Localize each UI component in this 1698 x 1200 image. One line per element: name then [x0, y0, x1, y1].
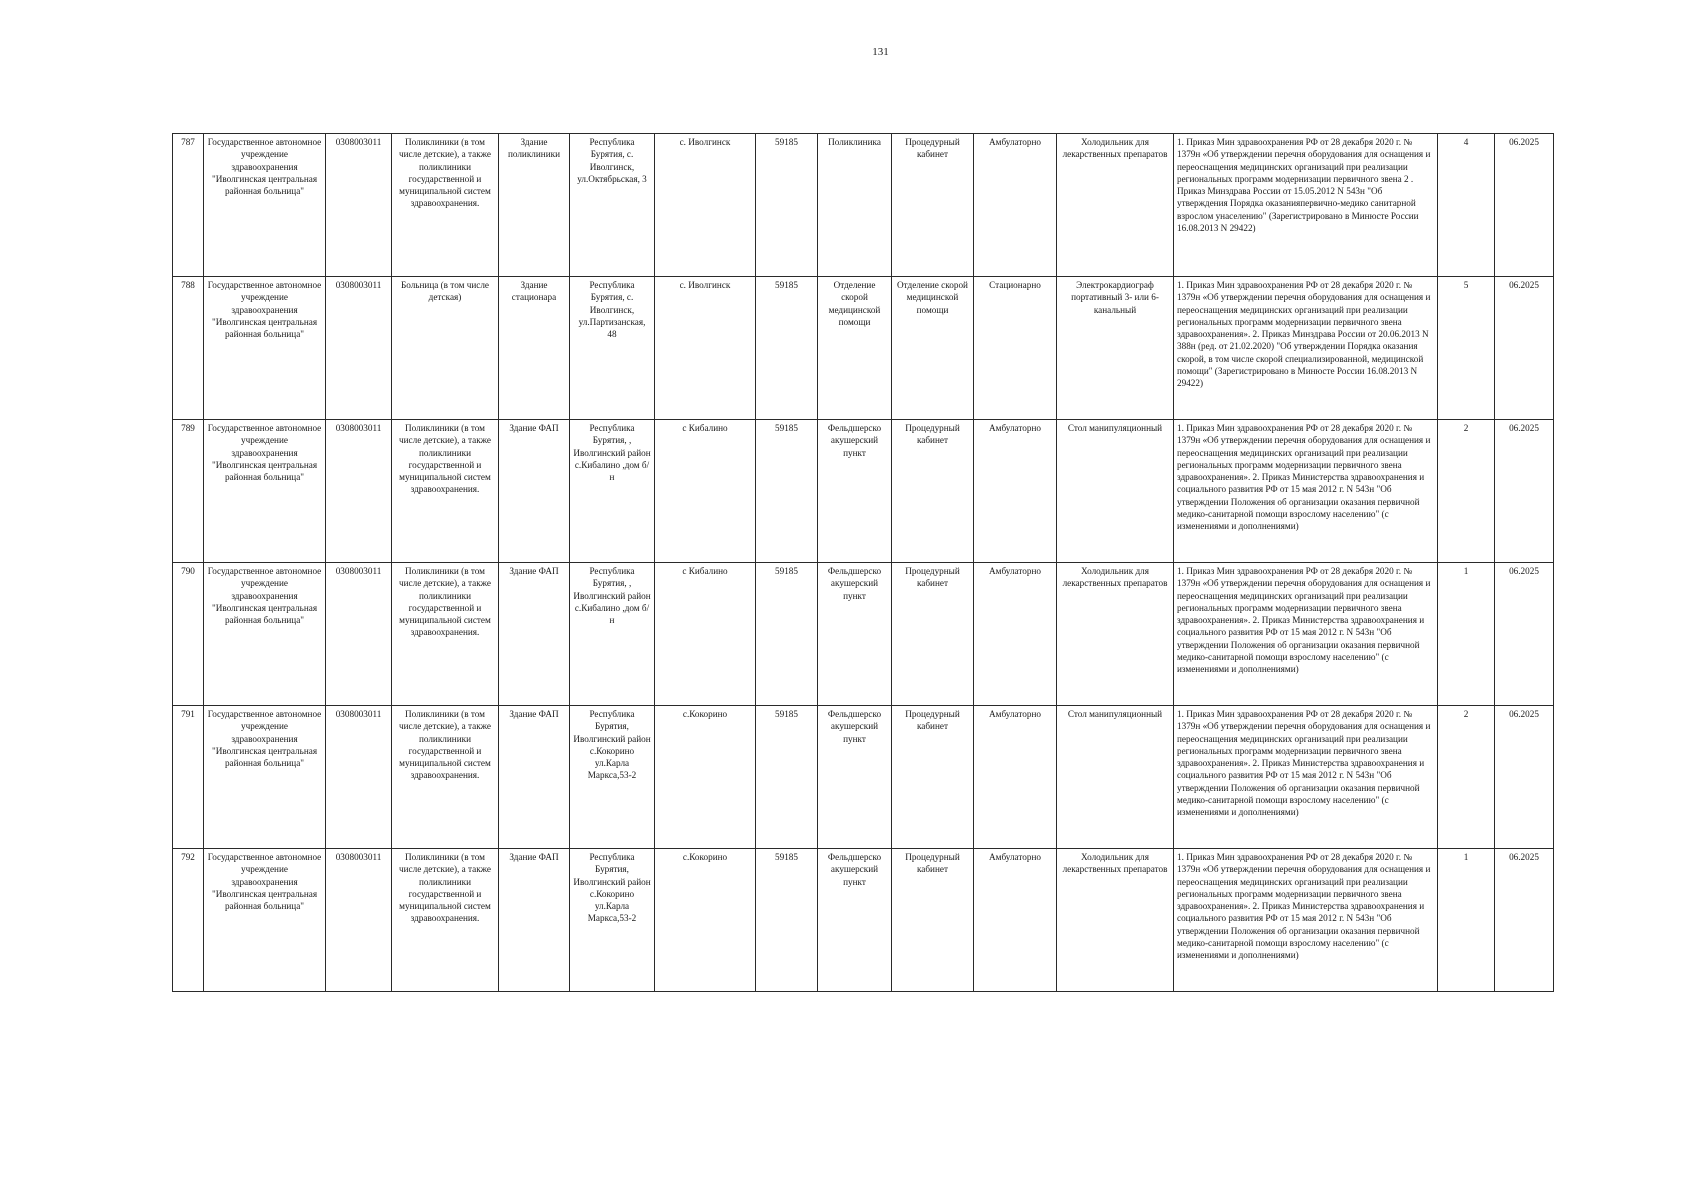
address-cell: Республика Бурятия, Иволгинский район с.Кокорино ул.Карла Маркса,53-2: [570, 706, 655, 849]
quantity-cell: 5: [1438, 277, 1495, 420]
care-condition-cell: Амбулаторно: [974, 134, 1057, 277]
org-code-cell: 0308003011: [326, 134, 392, 277]
room-cell: Процедурный кабинет: [892, 706, 974, 849]
room-cell: Отделение скорой медицинской помощи: [892, 277, 974, 420]
index-code-cell: 59185: [756, 849, 818, 992]
facility-type-cell: Поликлиники (в том числе детские), а также поликлиники государственной и муниципальной систем здравоохранения.: [392, 563, 499, 706]
legal-basis-cell: 1. Приказ Мин здравоохранения РФ от 28 декабря 2020 г. № 1379н «Об утверждении перечня оборудования для оснащения и переоснащения медицинских организаций при реализации региональных программ модернизации первичного звена здравоохранения». 2. Приказ Министерства здравоохранения и социального развития РФ от 15 мая 2012 г. N 543н "Об утверждении Положения об организации оказания первичной медико-санитарной помощи взрослому населению" (с изменениями и дополнениями): [1174, 706, 1438, 849]
department-cell: Фельдшерско акушерский пункт: [818, 420, 892, 563]
table-body: [173, 134, 1554, 992]
legal-basis-cell: 1. Приказ Мин здравоохранения РФ от 28 декабря 2020 г. № 1379н «Об утверждении перечня оборудования для оснащения и переоснащения медицинских организаций при реализации региональных программ модернизации первичного звена здравоохранения». 2. Приказ Министерства здравоохранения и социального развития РФ от 15 мая 2012 г. N 543н "Об утверждении Положения об организации оказания первичной медико-санитарной помощи взрослому населению" (с изменениями и дополнениями): [1174, 563, 1438, 706]
index-code-cell: 59185: [756, 563, 818, 706]
row-number-cell: 789: [173, 420, 204, 563]
legal-basis-cell: 1. Приказ Мин здравоохранения РФ от 28 декабря 2020 г. № 1379н «Об утверждении перечня оборудования для оснащения и переоснащения медицинских организаций при реализации региональных программ модернизации первичного звена здравоохранения». 2. Приказ Министерства здравоохранения и социального развития РФ от 15 мая 2012 г. N 543н "Об утверждении Положения об организации оказания первичной медико-санитарной помощи взрослому населению" (с изменениями и дополнениями): [1174, 849, 1438, 992]
building-cell: Здание стационара: [499, 277, 570, 420]
facility-type-cell: Поликлиники (в том числе детские), а также поликлиники государственной и муниципальной систем здравоохранения.: [392, 134, 499, 277]
room-cell: Процедурный кабинет: [892, 849, 974, 992]
care-condition-cell: Стационарно: [974, 277, 1057, 420]
row-number-cell: 791: [173, 706, 204, 849]
department-cell: Фельдшерско акушерский пункт: [818, 849, 892, 992]
row-number-cell: 790: [173, 563, 204, 706]
row-number-cell: 787: [173, 134, 204, 277]
organization-cell: Государственное автономное учреждение здравоохранения "Иволгинская центральная районная больница": [204, 706, 326, 849]
locality-cell: с. Иволгинск: [655, 134, 756, 277]
index-code-cell: 59185: [756, 706, 818, 849]
address-cell: Республика Бурятия, , Иволгинский район с.Кибалино ,дом б/н: [570, 420, 655, 563]
index-code-cell: 59185: [756, 420, 818, 563]
room-cell: Процедурный кабинет: [892, 563, 974, 706]
equipment-cell: Электрокардиограф портативный 3- или 6-канальный: [1057, 277, 1174, 420]
organization-cell: Государственное автономное учреждение здравоохранения "Иволгинская центральная районная больница": [204, 420, 326, 563]
room-cell: Процедурный кабинет: [892, 134, 974, 277]
address-cell: Республика Бурятия, с. Иволгинск, ул.Партизанская, 48: [570, 277, 655, 420]
facility-type-cell: Поликлиники (в том числе детские), а также поликлиники государственной и муниципальной систем здравоохранения.: [392, 420, 499, 563]
equipment-cell: Холодильник для лекарственных препаратов: [1057, 563, 1174, 706]
care-condition-cell: Амбулаторно: [974, 563, 1057, 706]
org-code-cell: 0308003011: [326, 277, 392, 420]
org-code-cell: 0308003011: [326, 849, 392, 992]
building-cell: Здание ФАП: [499, 563, 570, 706]
department-cell: Фельдшерско акушерский пункт: [818, 563, 892, 706]
row-number-cell: 788: [173, 277, 204, 420]
locality-cell: с.Кокорино: [655, 849, 756, 992]
date-cell: 06.2025: [1495, 706, 1554, 849]
organization-cell: Государственное автономное учреждение здравоохранения "Иволгинская центральная районная больница": [204, 849, 326, 992]
facility-type-cell: Больница (в том числе детская): [392, 277, 499, 420]
locality-cell: с Кибалино: [655, 420, 756, 563]
department-cell: Поликлиника: [818, 134, 892, 277]
facility-type-cell: Поликлиники (в том числе детские), а также поликлиники государственной и муниципальной систем здравоохранения.: [392, 706, 499, 849]
date-cell: 06.2025: [1495, 134, 1554, 277]
legal-basis-cell: 1. Приказ Мин здравоохранения РФ от 28 декабря 2020 г. № 1379н «Об утверждении перечня оборудования для оснащения и переоснащения медицинских организаций при реализации региональных программ модернизации первичного звена 2 . Приказ Минздрава России от 15.05.2012 N 543н "Об утверждения Порядка оказанияпервично-медико санитарной взрослом унаселению" (Зарегистрировано в Минюсте России 16.08.2013 N 29422): [1174, 134, 1438, 277]
locality-cell: с. Иволгинск: [655, 277, 756, 420]
page-number: 131: [872, 46, 889, 58]
quantity-cell: 1: [1438, 849, 1495, 992]
equipment-cell: Стол манипуляционный: [1057, 706, 1174, 849]
table-row: [173, 420, 1554, 563]
date-cell: 06.2025: [1495, 563, 1554, 706]
table-row: [173, 849, 1554, 992]
legal-basis-cell: 1. Приказ Мин здравоохранения РФ от 28 декабря 2020 г. № 1379н «Об утверждении перечня оборудования для оснащения и переоснащения медицинских организаций при реализации региональных программ модернизации первичного звена здравоохранения». 2. Приказ Министерства здравоохранения и социального развития РФ от 15 мая 2012 г. N 543н "Об утверждении Положения об организации оказания первичной медико-санитарной помощи взрослому населению" (с изменениями и дополнениями): [1174, 420, 1438, 563]
quantity-cell: 1: [1438, 563, 1495, 706]
facility-type-cell: Поликлиники (в том числе детские), а также поликлиники государственной и муниципальной систем здравоохранения.: [392, 849, 499, 992]
organization-cell: Государственное автономное учреждение здравоохранения "Иволгинская центральная районная больница": [204, 563, 326, 706]
table-row: [173, 134, 1554, 277]
equipment-cell: Холодильник для лекарственных препаратов: [1057, 134, 1174, 277]
table-row: [173, 563, 1554, 706]
building-cell: Здание поликлиники: [499, 134, 570, 277]
locality-cell: с Кибалино: [655, 563, 756, 706]
locality-cell: с.Кокорино: [655, 706, 756, 849]
organization-cell: Государственное автономное учреждение здравоохранения "Иволгинская центральная районная больница": [204, 277, 326, 420]
date-cell: 06.2025: [1495, 849, 1554, 992]
department-cell: Фельдшерско акушерский пункт: [818, 706, 892, 849]
care-condition-cell: Амбулаторно: [974, 706, 1057, 849]
building-cell: Здание ФАП: [499, 706, 570, 849]
address-cell: Республика Бурятия, с. Иволгинск, ул.Октябрьская, 3: [570, 134, 655, 277]
equipment-registry-table: [172, 133, 1554, 992]
index-code-cell: 59185: [756, 134, 818, 277]
department-cell: Отделение скорой медицинской помощи: [818, 277, 892, 420]
equipment-cell: Холодильник для лекарственных препаратов: [1057, 849, 1174, 992]
row-number-cell: 792: [173, 849, 204, 992]
quantity-cell: 2: [1438, 706, 1495, 849]
index-code-cell: 59185: [756, 277, 818, 420]
quantity-cell: 2: [1438, 420, 1495, 563]
legal-basis-cell: 1. Приказ Мин здравоохранения РФ от 28 декабря 2020 г. № 1379н «Об утверждении перечня оборудования для оснащения и переоснащения медицинских организаций при реализации региональных программ модернизации первичного звена здравоохранения». 2. Приказ Минздрава России от 20.06.2013 N 388н (ред. от 21.02.2020) "Об утверждении Порядка оказания скорой, в том числе скорой специализированной, медицинской помощи" (Зарегистрировано в Минюсте России 16.08.2013 N 29422): [1174, 277, 1438, 420]
equipment-cell: Стол манипуляционный: [1057, 420, 1174, 563]
table-row: [173, 277, 1554, 420]
building-cell: Здание ФАП: [499, 420, 570, 563]
address-cell: Республика Бурятия, Иволгинский район с.Кокорино ул.Карла Маркса,53-2: [570, 849, 655, 992]
table-row: [173, 706, 1554, 849]
organization-cell: Государственное автономное учреждение здравоохранения "Иволгинская центральная районная больница": [204, 134, 326, 277]
care-condition-cell: Амбулаторно: [974, 849, 1057, 992]
org-code-cell: 0308003011: [326, 563, 392, 706]
date-cell: 06.2025: [1495, 277, 1554, 420]
care-condition-cell: Амбулаторно: [974, 420, 1057, 563]
address-cell: Республика Бурятия, , Иволгинский район с.Кибалино ,дом б/н: [570, 563, 655, 706]
org-code-cell: 0308003011: [326, 420, 392, 563]
org-code-cell: 0308003011: [326, 706, 392, 849]
room-cell: Процедурный кабинет: [892, 420, 974, 563]
date-cell: 06.2025: [1495, 420, 1554, 563]
quantity-cell: 4: [1438, 134, 1495, 277]
building-cell: Здание ФАП: [499, 849, 570, 992]
